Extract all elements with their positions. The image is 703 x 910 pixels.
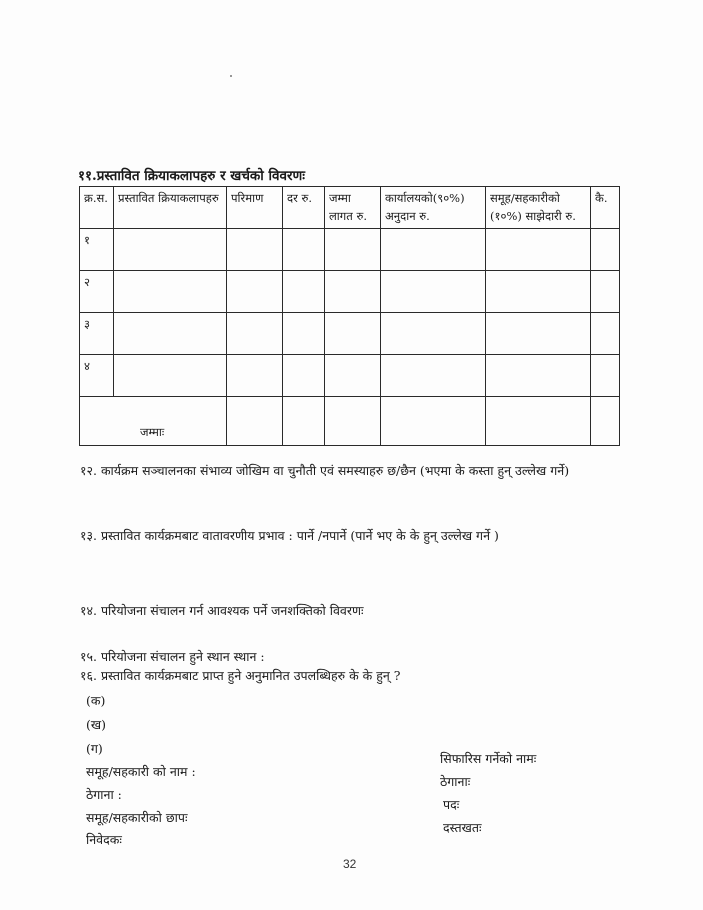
applicant-label: निवेदकः xyxy=(86,832,122,847)
achievement-item-ga: (ग) xyxy=(86,741,103,756)
cell-office-grant[interactable] xyxy=(381,355,486,397)
cell-total-cost[interactable] xyxy=(325,229,381,271)
cell-rate[interactable] xyxy=(283,271,325,313)
total-label: जम्माः xyxy=(80,397,227,446)
section-16-question: १६. प्रस्तावित कार्यक्रमबाट प्राप्त हुने अनुमानित उपलब्धिहरु के के हुन् ? xyxy=(80,668,401,683)
group-stamp-label: समूह/सहकारीको छापः xyxy=(86,810,188,825)
cell-quantity[interactable] xyxy=(227,229,283,271)
cell-group-share[interactable] xyxy=(486,355,591,397)
col-header-office-grant: कार्यालयको(९०%) अनुदान रु. xyxy=(381,187,486,229)
section-13-text: १३. प्रस्तावित कार्यक्रमबाट वातावरणीय प्रभाव : पार्ने /नपार्ने (पार्ने भए के के हुन् उल्लेख गर्ने ) xyxy=(80,528,499,543)
table-row xyxy=(80,229,620,271)
col-header-remarks: कै. xyxy=(591,187,620,229)
cell-serial: ३ xyxy=(80,313,114,355)
section-14-text: १४. परियोजना संचालन गर्न आवश्यक पर्ने जनशक्तिको विवरणः xyxy=(80,603,364,618)
cell-total-cost[interactable] xyxy=(325,313,381,355)
achievement-item-ka: (क) xyxy=(86,693,106,708)
cell-remarks[interactable] xyxy=(591,271,620,313)
cell-rate[interactable] xyxy=(283,355,325,397)
recommender-signature-label: दस्तखतः xyxy=(443,820,482,835)
cell-office-grant[interactable] xyxy=(381,229,486,271)
cell-activity[interactable] xyxy=(114,313,227,355)
page-number: 32 xyxy=(343,857,357,871)
activities-cost-table xyxy=(79,186,620,446)
cell-rate[interactable] xyxy=(283,229,325,271)
table-header-row xyxy=(80,187,620,229)
total-quantity[interactable] xyxy=(227,397,283,446)
table-row xyxy=(80,271,620,313)
cell-quantity[interactable] xyxy=(227,271,283,313)
cell-group-share[interactable] xyxy=(486,229,591,271)
table-row xyxy=(80,355,620,397)
recommender-name-label: सिफारिस गर्नेको नामः xyxy=(440,751,537,766)
col-header-serial: क्र.स. xyxy=(80,187,114,229)
total-group-share[interactable] xyxy=(486,397,591,446)
cell-total-cost[interactable] xyxy=(325,271,381,313)
cell-remarks[interactable] xyxy=(591,313,620,355)
table-row xyxy=(80,313,620,355)
cell-serial: ४ xyxy=(80,355,114,397)
total-rate[interactable] xyxy=(283,397,325,446)
cell-remarks[interactable] xyxy=(591,355,620,397)
recommender-post-label: पदः xyxy=(443,797,460,812)
achievement-item-kha: (ख) xyxy=(86,717,106,732)
cell-activity[interactable] xyxy=(114,355,227,397)
total-office-grant[interactable] xyxy=(381,397,486,446)
table-total-row xyxy=(80,397,620,446)
cell-total-cost[interactable] xyxy=(325,355,381,397)
total-remarks[interactable] xyxy=(591,397,620,446)
col-header-quantity: परिमाण xyxy=(227,187,283,229)
total-cost[interactable] xyxy=(325,397,381,446)
section-12-text: १२. कार्यक्रम सञ्चालनका संभाव्य जोखिम वा चुनौती एवं समस्याहरु छ/छैन (भएमा के कस्ता हुन् उल्लेख गर्ने) xyxy=(80,463,570,478)
cell-quantity[interactable] xyxy=(227,355,283,397)
section-11-heading: ११.प्रस्तावित क्रियाकलापहरु र खर्चको विवरणः xyxy=(78,168,305,184)
col-header-total-cost: जम्मा लागत रु. xyxy=(325,187,381,229)
group-address-label: ठेगाना : xyxy=(86,787,122,802)
recommender-address-label: ठेगानाः xyxy=(440,774,471,789)
cell-quantity[interactable] xyxy=(227,313,283,355)
cell-activity[interactable] xyxy=(114,271,227,313)
cell-office-grant[interactable] xyxy=(381,271,486,313)
cell-serial: १ xyxy=(80,229,114,271)
cell-group-share[interactable] xyxy=(486,313,591,355)
cell-group-share[interactable] xyxy=(486,271,591,313)
group-name-label: समूह/सहकारी को नाम : xyxy=(86,764,196,779)
col-header-group-share: समूह/सहकारीको (१०%) साझेदारी रु. xyxy=(486,187,591,229)
col-header-rate: दर रु. xyxy=(283,187,325,229)
col-header-activity: प्रस्तावित क्रियाकलापहरु xyxy=(114,187,227,229)
cell-serial: २ xyxy=(80,271,114,313)
cell-activity[interactable] xyxy=(114,229,227,271)
cell-office-grant[interactable] xyxy=(381,313,486,355)
cell-rate[interactable] xyxy=(283,313,325,355)
section-15-text: १५. परियोजना संचालन हुने स्थान स्थान : xyxy=(80,649,265,664)
scan-speck xyxy=(230,75,232,77)
cell-remarks[interactable] xyxy=(591,229,620,271)
